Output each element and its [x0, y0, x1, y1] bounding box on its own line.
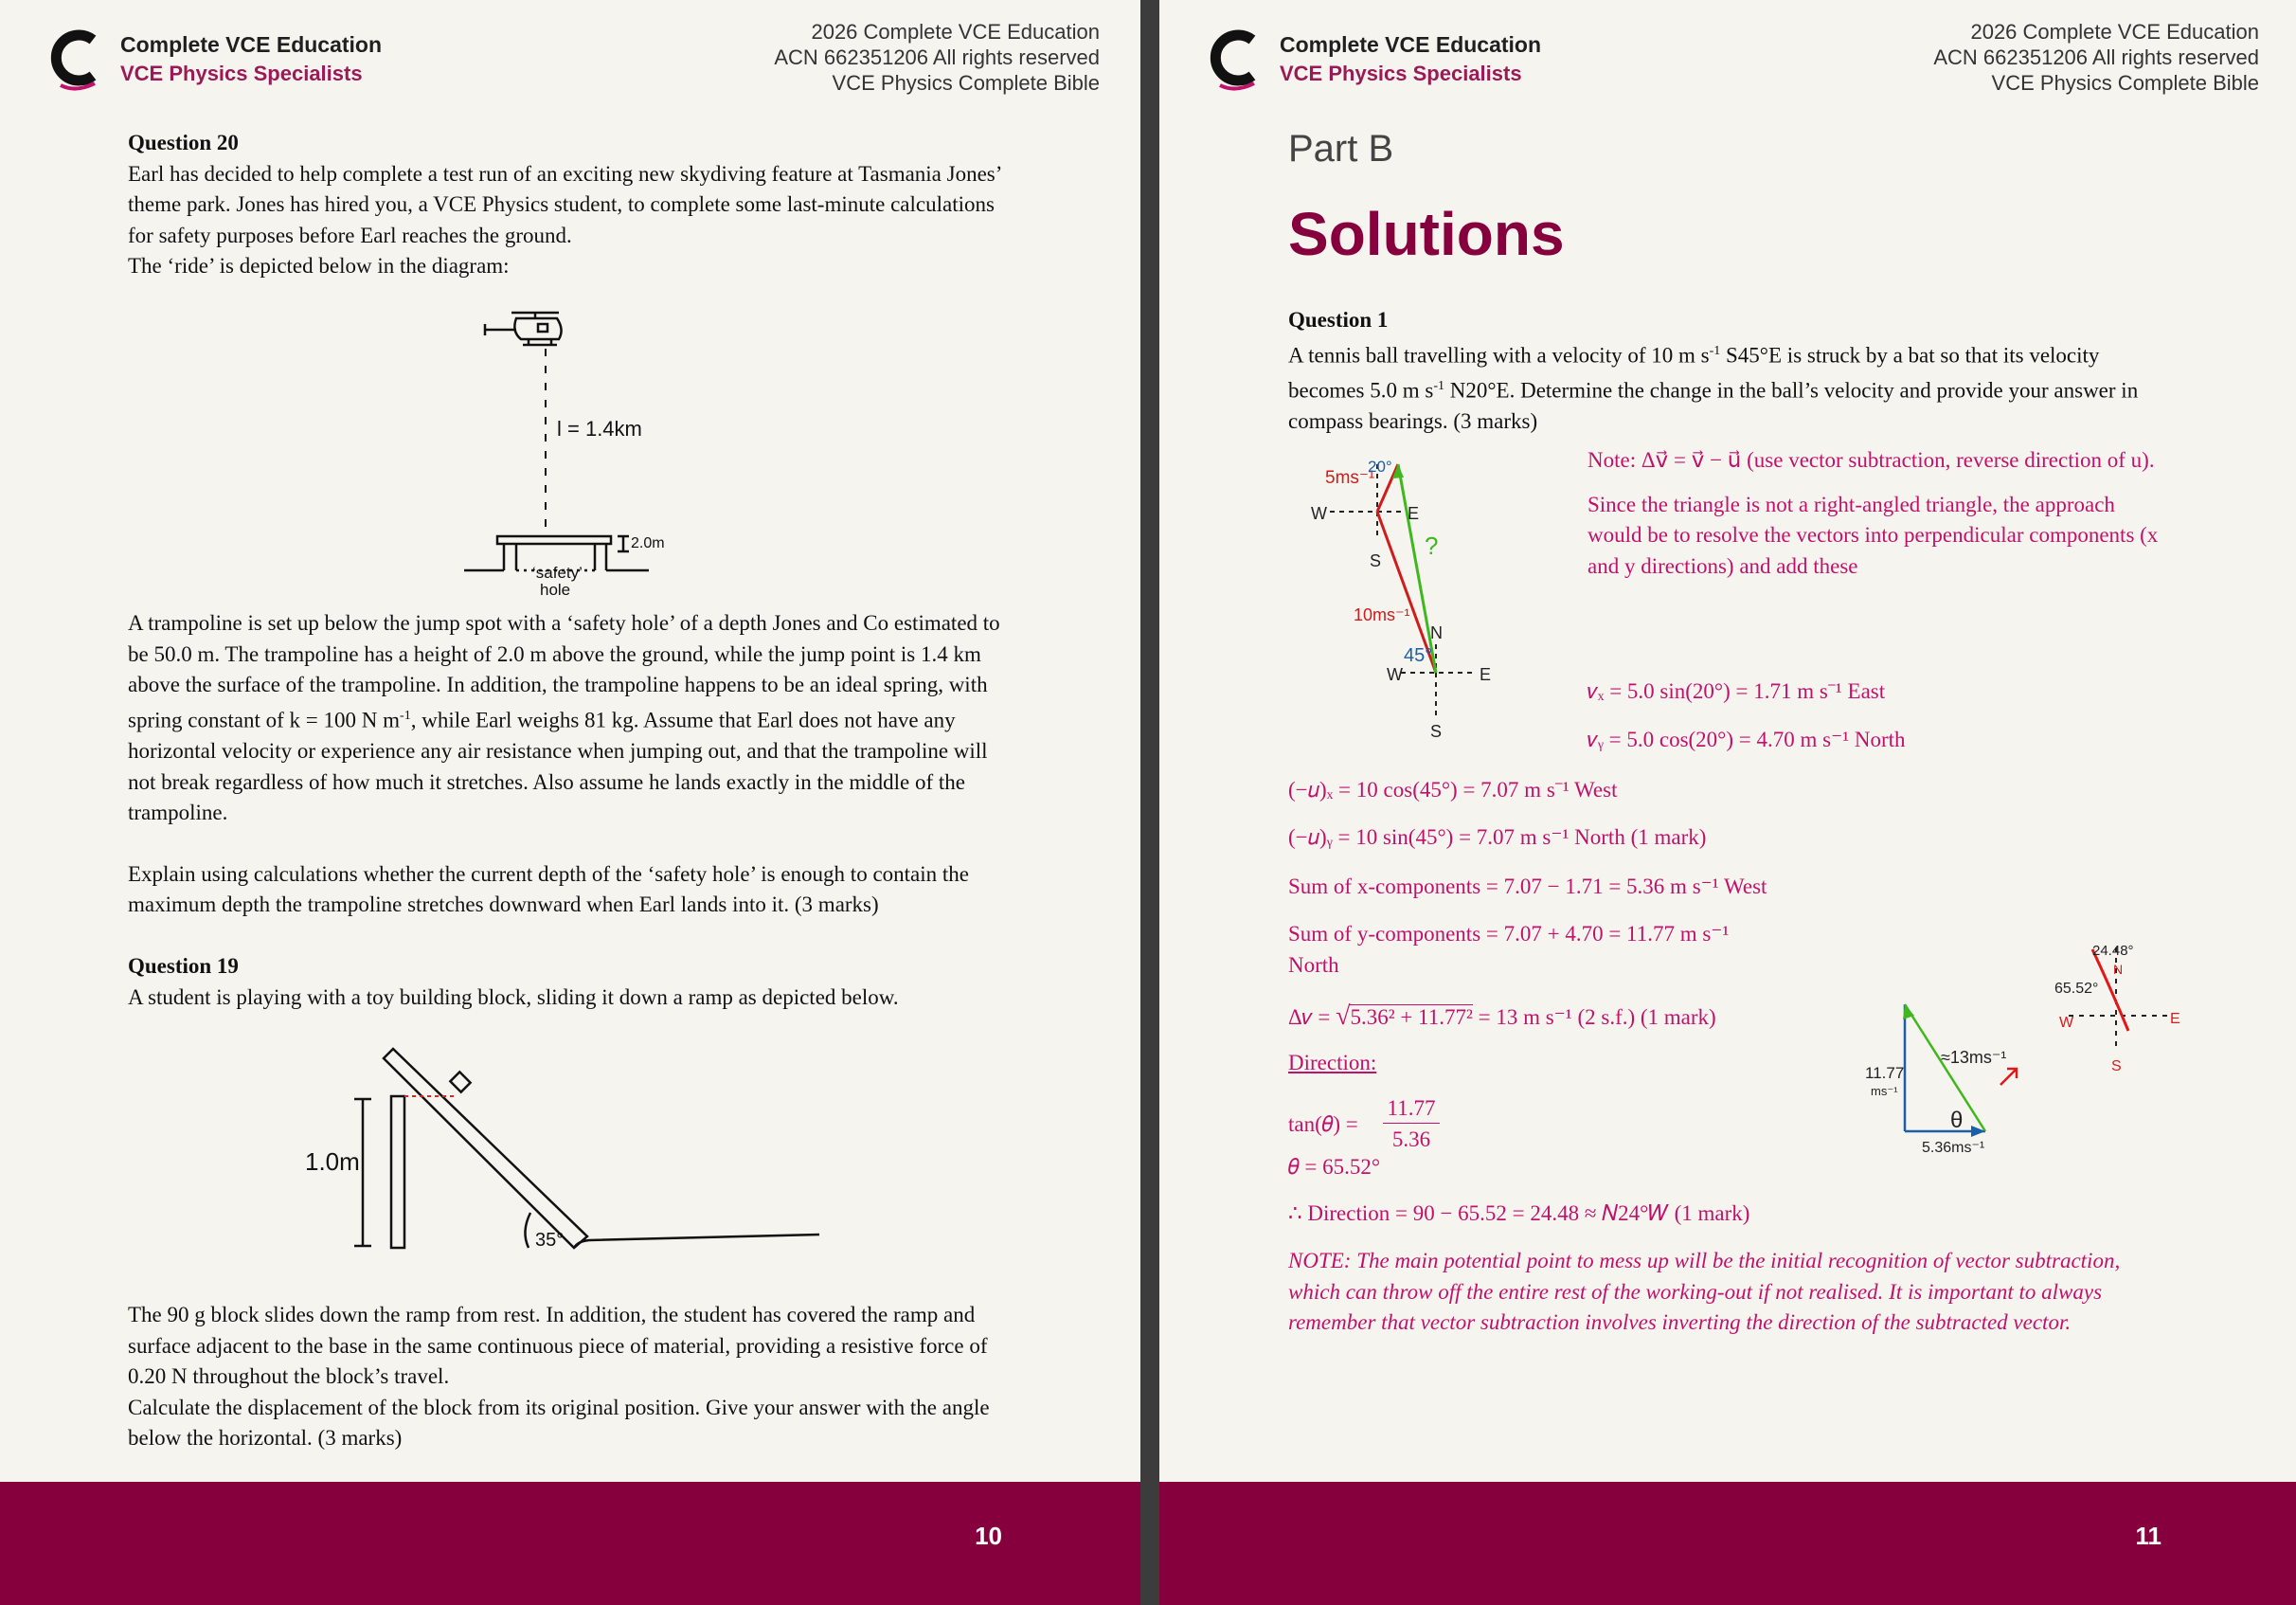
- q20-para4: Explain using calculations whether the current depth of the ‘safety hole’ is enough to contain the maximum depth the trampoline stretches downward when Earl lands into it. (3 marks): [128, 861, 969, 917]
- page-gutter: [1140, 0, 1159, 1605]
- theta-label: θ: [1950, 1108, 1964, 1133]
- direction-heading: Direction:: [1288, 1051, 1377, 1074]
- footer: [0, 1482, 1140, 1605]
- ramp: [354, 1049, 819, 1248]
- tan-pre: tan(𝜃) =: [1288, 1112, 1358, 1136]
- skydive-diagram: [445, 303, 729, 606]
- sqrt-icon: √: [1336, 1001, 1351, 1031]
- q19-body: [128, 1300, 1013, 1454]
- e-label-2: E: [1480, 665, 1492, 684]
- part-label: Part B: [1288, 128, 1394, 170]
- tan-den: 5.36: [1391, 1127, 1431, 1151]
- note2: NOTE: The main potential point to mess up will be the initial recognition of vector subtraction, which can throw off the entire rest of the working-out if not realised. It is important to always remember that vector subtraction involves inverting the direction of the subtracted vector.: [1288, 1249, 2121, 1335]
- e-label: E: [2170, 1011, 2180, 1027]
- angle2-label: 24.48°: [2092, 943, 2134, 959]
- sum-y-line-1: Sum of y-components = 7.07 + 4.70 = 11.77 m s⁻¹: [1288, 922, 1730, 946]
- q1-q-a: A tennis ball travelling with a velocity of 10 m s: [1288, 343, 1710, 368]
- s-label-2: S: [1430, 722, 1443, 741]
- q19-para3: Calculate the displacement of the block from its original position. Give your answer with the angle below the horizontal. (3 marks): [128, 1395, 990, 1451]
- brand-tagline: VCE Physics Specialists: [120, 62, 363, 85]
- v-label: 5ms⁻¹: [1325, 468, 1375, 488]
- n-label: N: [1430, 623, 1443, 642]
- hole-label-2: hole: [540, 581, 571, 599]
- footer: [1159, 1482, 2296, 1605]
- vx-line: 𝑣ₓ = 5.0 sin(20°) = 1.71 m s⁻¹ East: [1587, 679, 1886, 703]
- dv-radicand: 5.36² + 11.77²: [1350, 1005, 1473, 1029]
- hyp-label: ≈13ms⁻¹: [1941, 1048, 2007, 1067]
- resultant: [1905, 1004, 1985, 1131]
- ramp-angle-label: 35°: [535, 1230, 565, 1251]
- q19-heading: Question 19: [128, 954, 239, 978]
- section-title: Solutions: [1288, 200, 1565, 268]
- sum-x-line: Sum of x-components = 7.07 − 1.71 = 5.36 m s⁻¹ West: [1288, 875, 1767, 898]
- u-label: 10ms⁻¹: [1354, 605, 1410, 624]
- tan-num: 11.77: [1383, 1094, 1440, 1124]
- q20-block: [128, 128, 1013, 282]
- w-label: W: [2059, 1015, 2074, 1031]
- q20-para3: [128, 608, 1013, 829]
- q1-sup-2: -1: [1433, 378, 1444, 393]
- q1-q-c: N20°E. Determine the change in the ball’s velocity and provide your answer in compass bearings. (3 marks): [1288, 378, 2139, 434]
- header-info: [774, 19, 1100, 96]
- q1-sup-1: -1: [1709, 343, 1721, 358]
- copyright-line2: ACN 662351206 All rights reserved: [1933, 45, 2259, 69]
- vert-unit: ms⁻¹: [1871, 1084, 1898, 1098]
- height-label: 2.0m: [631, 535, 665, 551]
- length-label: l = 1.4km: [557, 417, 642, 441]
- q19-para2: The 90 g block slides down the ramp from rest. In addition, the student has covered the ramp and surface adjacent to the base in the same continuous piece of material, providing a resistive force of 0.20 N throughout the block’s travel.: [128, 1303, 988, 1389]
- vector-sketch-2: [1865, 929, 2263, 1165]
- vector-sketch-1: [1311, 445, 1557, 748]
- dv-post: = 13 m s⁻¹ (2 s.f.) (1 mark): [1472, 1005, 1716, 1029]
- brand: [1280, 32, 1541, 86]
- dv-line: [1288, 1002, 1716, 1032]
- right-page: [1159, 0, 2296, 1605]
- direction-result: ∴ Direction = 90 − 65.52 = 24.48 ≈ 𝑁24°𝑊 (1 mark): [1288, 1201, 1750, 1225]
- ux-line: (−𝑢)ₓ = 10 cos(45°) = 7.07 m s⁻¹ West: [1288, 778, 1618, 802]
- helicopter-icon: [485, 313, 562, 345]
- vy-line: 𝑣ᵧ = 5.0 cos(20°) = 4.70 m s⁻¹ North: [1587, 728, 1906, 751]
- brand-name: Complete VCE Education: [1280, 32, 1542, 57]
- n-label: N: [2113, 962, 2124, 977]
- q19-para1: A student is playing with a toy building block, sliding it down a ramp as depicted below.: [128, 984, 899, 1009]
- q1-note: Note: Δv⃗ = v⃗ − u⃗ (use vector subtraction, reverse direction of u).: [1587, 448, 2155, 472]
- page-number: 11: [2135, 1522, 2161, 1550]
- left-page: [0, 0, 1140, 1605]
- hole-label-1: ‘safety’: [532, 564, 583, 582]
- copyright-line1: 2026 Complete VCE Education: [1970, 20, 2259, 44]
- ramp-height-label: 1.0m: [305, 1147, 360, 1176]
- s-label: S: [1370, 551, 1382, 570]
- w-label-2: W: [1387, 665, 1403, 684]
- q1-block: [1288, 305, 2174, 438]
- q20-para1: Earl has decided to help complete a test run of an exciting new skydiving feature at Tasmania Jones’ theme park. Jones has hired you, a VCE Physics student, to complete some last-minute calculations for safety purposes before Earl reaches the ground.: [128, 161, 1001, 247]
- arrow-icon: [2000, 1069, 2017, 1085]
- sum-y-line-2: North: [1288, 953, 1339, 977]
- uy-line: (−𝑢)ᵧ = 10 sin(45°) = 7.07 m s⁻¹ North (1 mark): [1288, 825, 1707, 849]
- copyright-line2: ACN 662351206 All rights reserved: [774, 45, 1100, 69]
- dv-pre: Δ𝑣 =: [1288, 1005, 1336, 1029]
- q20-para3-a: A trampoline is set up below the jump spot with a ‘safety hole’ of a depth Jones and Co estimated to be 50.0 m. The trampoline has a height of 2.0 m above the ground, while the jump point is 1.4 km above the surface of the trampoline. In addition, the trampoline happens to be an ideal spring, with spring constant of k = 100 N m: [128, 611, 1000, 732]
- brand-tagline: VCE Physics Specialists: [1280, 62, 1522, 85]
- ramp-diagram: [294, 1047, 834, 1265]
- q20-para2: The ‘ride’ is depicted below in the diagram:: [128, 254, 510, 279]
- q1-heading: Question 1: [1288, 308, 1389, 332]
- logo-icon: [1207, 27, 1264, 95]
- q1-approach: Since the triangle is not a right-angled triangle, the approach would be to resolve the vectors into perpendicular components (x and y directions) and add these: [1587, 492, 2159, 578]
- brand: [120, 32, 382, 86]
- q1-q-b: S45°E is struck by a bat so that its velocity becomes 5.0 m s: [1288, 343, 2100, 403]
- theta-line: 𝜃 = 65.52°: [1288, 1155, 1381, 1179]
- s-label: S: [2111, 1058, 2122, 1074]
- q1-question: [1288, 336, 2174, 438]
- book-title: VCE Physics Complete Bible: [832, 71, 1100, 95]
- q20-para3-b: , while Earl weighs 81 kg. Assume that Earl does not have any horizontal velocity or experience any air resistance when jumping out, and that the trampoline will not break regardless of how much it stretches. Also assume he lands exactly in the middle of the trampoline.: [128, 708, 988, 825]
- w-label: W: [1311, 504, 1327, 523]
- vert-label: 11.77: [1865, 1064, 1905, 1082]
- question-mark: ?: [1425, 532, 1439, 560]
- page-number: 10: [975, 1522, 1002, 1550]
- horiz-label: 5.36ms⁻¹: [1922, 1140, 1985, 1156]
- q20-body: [128, 608, 1013, 1013]
- brand-name: Complete VCE Education: [120, 32, 383, 57]
- header-info: [1933, 19, 2259, 96]
- note-block: [1587, 445, 2165, 582]
- logo-icon: [47, 27, 104, 95]
- e-label: E: [1408, 504, 1420, 523]
- angle45-label: 45°: [1404, 645, 1433, 666]
- book-title: VCE Physics Complete Bible: [1991, 71, 2259, 95]
- angle1-label: 65.52°: [2054, 981, 2099, 997]
- q20-para3-sup: -1: [400, 708, 411, 723]
- angle20-label: 20°: [1368, 458, 1392, 476]
- q20-heading: Question 20: [128, 131, 239, 154]
- copyright-line1: 2026 Complete VCE Education: [811, 20, 1100, 44]
